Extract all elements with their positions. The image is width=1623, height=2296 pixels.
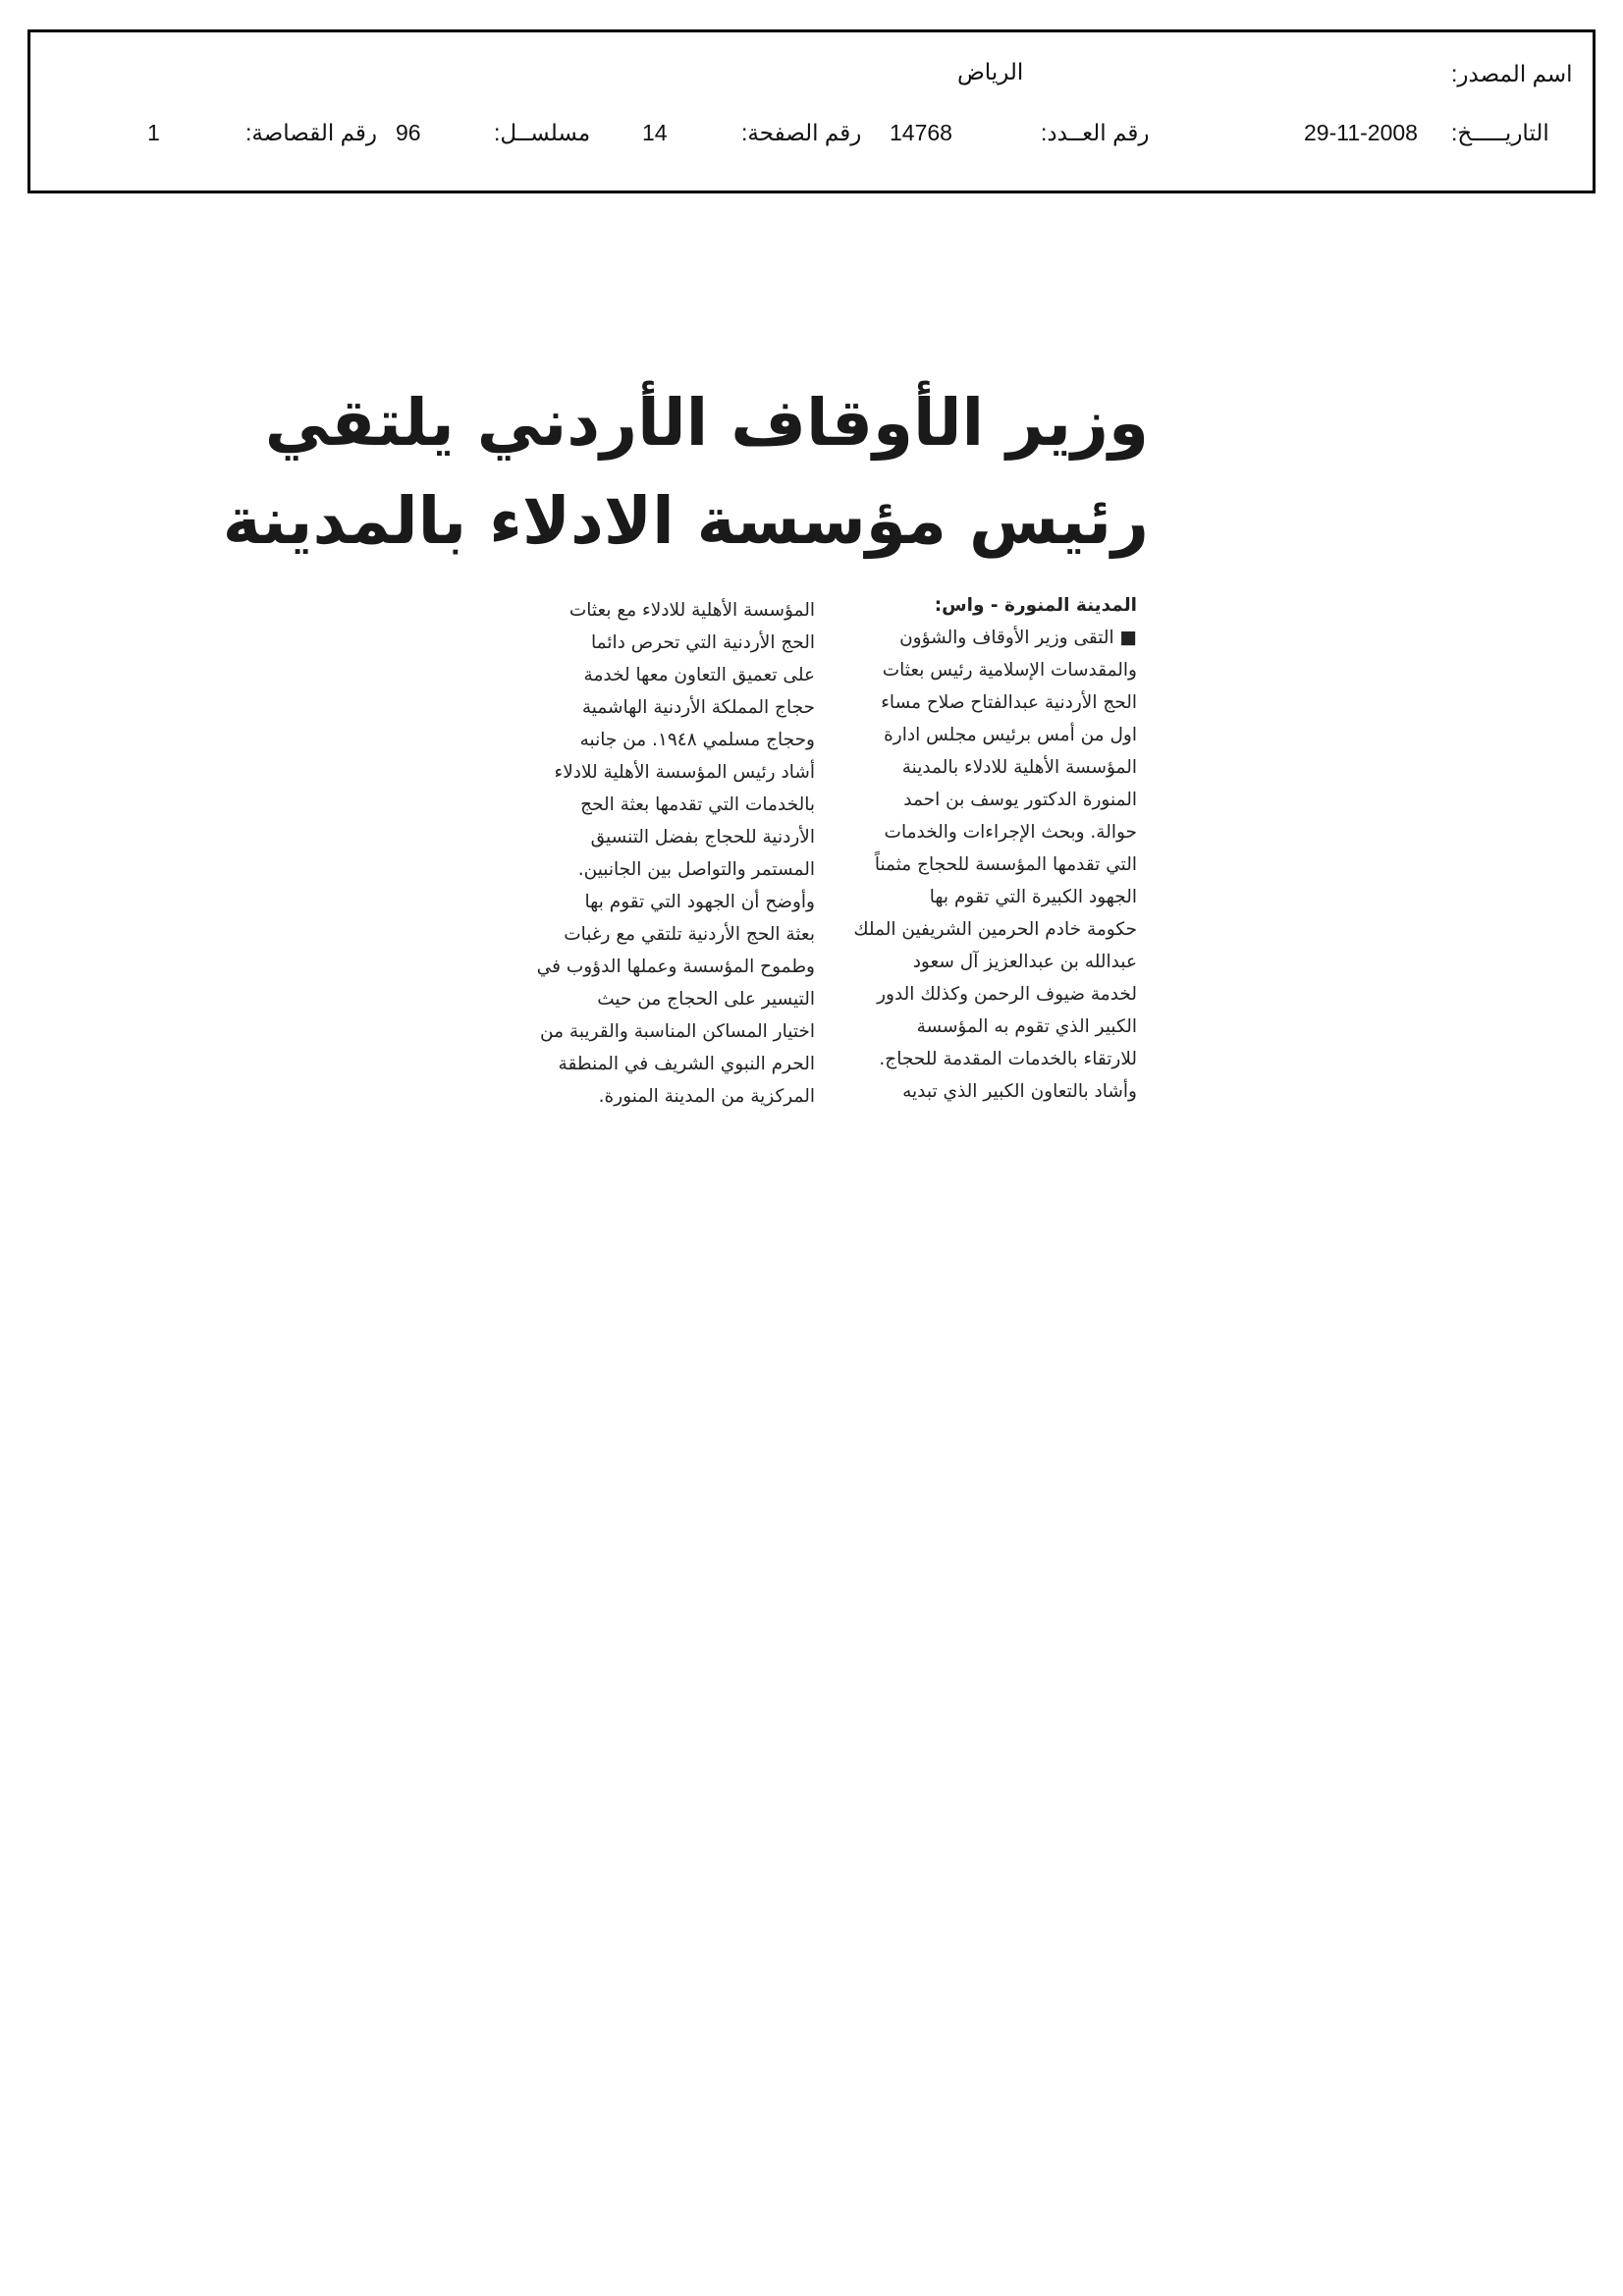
article-line: المؤسسة الأهلية للادلاء مع بعثات (568, 600, 815, 621)
date-label: التاريـــــخ: (1451, 120, 1549, 145)
article-headline-line-1: وزير الأوقاف الأردني يلتقي (264, 385, 1149, 461)
article-line: وحجاج مسلمي ١٩٤٨. من جانبه (579, 730, 815, 750)
clipping-label: رقم القصاصة: (245, 120, 378, 145)
source-label: اسم المصدر: (1451, 61, 1573, 86)
article-column-left (520, 594, 815, 1113)
article-line: حجاج المملكة الأردنية الهاشمية (581, 697, 815, 718)
serial-label: مسلســل: (494, 120, 591, 145)
issue-label: رقم العــدد: (1041, 120, 1150, 145)
article-line: الحج الأردنية التي تحرص دائما (591, 632, 815, 653)
source-value: الرياض (957, 59, 1024, 84)
article-line: الأردنية للحجاج بفضل التنسيق (590, 827, 815, 847)
article-column-right (842, 589, 1137, 1108)
article-line: بالخدمات التي تقدمها بعثة الحج (580, 794, 815, 815)
article-line: الكبير الذي تقوم به المؤسسة (916, 1016, 1137, 1037)
article-line: المؤسسة الأهلية للادلاء بالمدينة (901, 757, 1137, 778)
article-line: وأوضح أن الجهود التي تقوم بها (584, 892, 815, 912)
article-headline-line-2: رئيس مؤسسة الادلاء بالمدينة (222, 483, 1149, 559)
article-line: والمقدسات الإسلامية رئيس بعثات (882, 660, 1137, 681)
article-line: المنورة الدكتور يوسف بن احمد (903, 790, 1137, 810)
article-line: بعثة الحج الأردنية تلتقي مع رغبات (564, 924, 815, 945)
article-line: حكومة خادم الحرمين الشريفين الملك (853, 919, 1137, 940)
article-line: التيسير على الحجاج من حيث (597, 989, 815, 1010)
article-line: وأشاد بالتعاون الكبير الذي تبديه (902, 1081, 1137, 1102)
article-line: التي تقدمها المؤسسة للحجاج مثمناً (874, 854, 1137, 875)
page-value: 14 (642, 120, 668, 145)
article-line: لخدمة ضيوف الرحمن وكذلك الدور (877, 984, 1137, 1005)
clipping-value: 1 (147, 120, 160, 145)
date-value: 29-11-2008 (1304, 120, 1418, 145)
article-line: عبدالله بن عبدالعزيز آل سعود (912, 952, 1137, 972)
article-line: المدينة المنورة - واس: (934, 595, 1137, 616)
article-line: على تعميق التعاون معها لخدمة (583, 665, 815, 685)
article-line: وطموح المؤسسة وعملها الدؤوب في (536, 957, 815, 977)
article-line: اول من أمس برئيس مجلس ادارة (884, 725, 1137, 745)
article-line: ■ التقى وزير الأوقاف والشؤون (899, 628, 1137, 648)
article-line: حوالة. وبحث الإجراءات والخدمات (884, 822, 1137, 843)
clipping-metadata-box (27, 29, 1596, 193)
article-line: الحرم النبوي الشريف في المنطقة (558, 1054, 815, 1074)
article-line: الحج الأردنية عبدالفتاح صلاح مساء (881, 692, 1137, 713)
article-line: المستمر والتواصل بين الجانبين. (577, 859, 815, 880)
article-line: اختيار المساكن المناسبة والقريبة من (540, 1021, 815, 1042)
article-line: المركزية من المدينة المنورة. (598, 1086, 815, 1107)
page-label: رقم الصفحة: (741, 120, 862, 145)
serial-value: 96 (396, 120, 421, 145)
issue-value: 14768 (890, 120, 952, 145)
article-line: الجهود الكبيرة التي تقوم بها (929, 887, 1137, 907)
article-line: أشاد رئيس المؤسسة الأهلية للادلاء (554, 762, 815, 783)
article-line: للارتقاء بالخدمات المقدمة للحجاج. (879, 1049, 1137, 1069)
